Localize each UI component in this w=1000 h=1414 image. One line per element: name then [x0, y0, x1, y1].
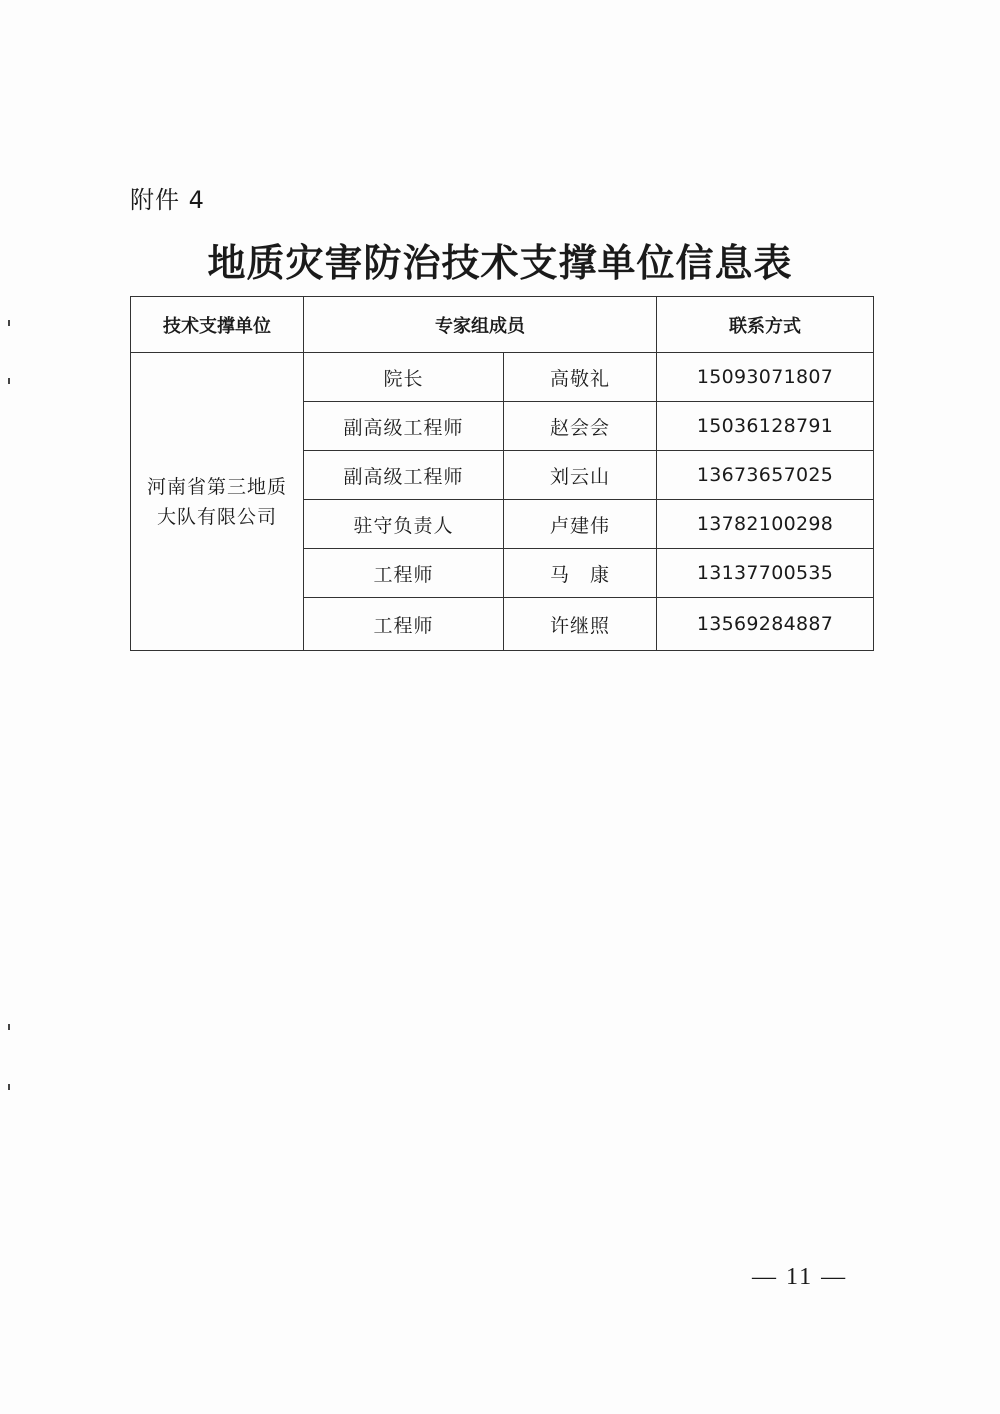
phone-cell: 13782100298	[657, 500, 874, 549]
header-contact: 联系方式	[657, 297, 874, 353]
phone-cell: 13569284887	[657, 598, 874, 651]
attachment-label: 附件 4	[130, 186, 205, 214]
page-number: — 11 —	[752, 1264, 848, 1290]
position-cell: 工程师	[304, 598, 504, 651]
position-cell: 副高级工程师	[304, 402, 504, 451]
margin-mark	[8, 320, 10, 326]
phone-cell: 13673657025	[657, 451, 874, 500]
name-cell: 卢建伟	[504, 500, 657, 549]
header-experts: 专家组成员	[304, 297, 657, 353]
table-row	[131, 353, 874, 402]
header-unit: 技术支撑单位	[131, 297, 304, 353]
phone-cell: 15093071807	[657, 353, 874, 402]
phone-cell: 13137700535	[657, 549, 874, 598]
position-cell: 驻守负责人	[304, 500, 504, 549]
document-title: 地质灾害防治技术支撑单位信息表	[207, 240, 793, 285]
margin-mark	[8, 1084, 10, 1090]
info-table	[130, 296, 874, 651]
name-cell: 高敬礼	[504, 353, 657, 402]
table-header-row	[131, 297, 874, 353]
name-cell: 赵会会	[504, 402, 657, 451]
name-cell: 许继照	[504, 598, 657, 651]
margin-mark	[8, 378, 10, 384]
phone-cell: 15036128791	[657, 402, 874, 451]
position-cell: 工程师	[304, 549, 504, 598]
position-cell: 副高级工程师	[304, 451, 504, 500]
position-cell: 院长	[304, 353, 504, 402]
unit-name-cell: 河南省第三地质大队有限公司	[131, 353, 304, 651]
margin-mark	[8, 1024, 10, 1030]
name-cell: 刘云山	[504, 451, 657, 500]
name-cell: 马 康	[504, 549, 657, 598]
